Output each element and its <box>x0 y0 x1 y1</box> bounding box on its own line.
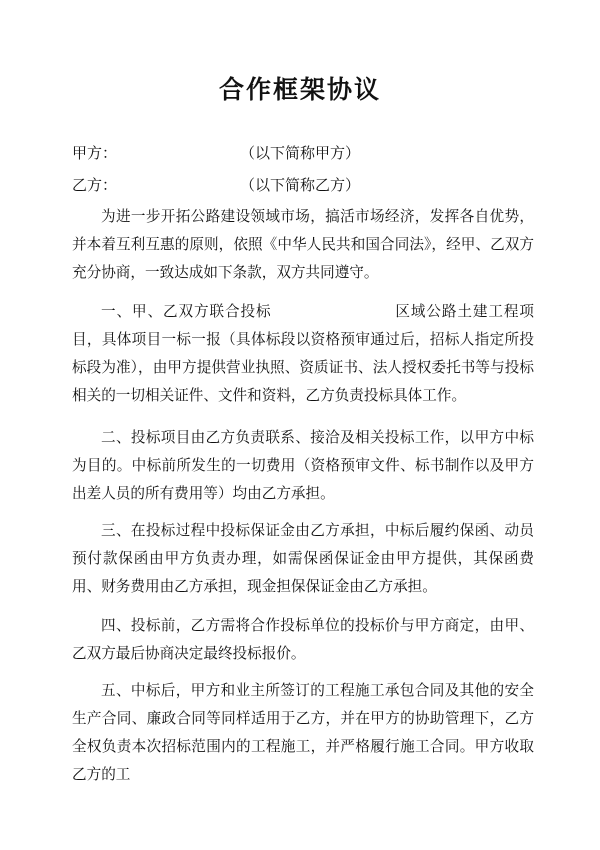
document-title: 合作框架协议 <box>218 75 381 104</box>
paragraph-clause-5: 五、中标后，甲方和业主所签订的工程施工承包合同及其他的安全生产合同、廉政合同等同样适用于乙方，并在甲方的协助管理下，乙方全权负责本次招标范围内的工程施工，并严格履行施工合同。甲方收取乙方的工 <box>72 682 534 783</box>
paragraph-clause-3: 三、在投标过程中投标保证金由乙方承担，中标后履约保函、动员预付款保函由甲方负责办理，如需保函保证金由甲方提供，其保函费用、财务费用由乙方承担，现金担保保证金由乙方承担。 <box>72 522 534 595</box>
party-b-note: （以下简称乙方） <box>240 176 361 194</box>
paragraph-clause-1: 一、甲、乙双方联合投标 区域公路土建工程项目，具体项目一标一报（具体标段以资格预审通过后，招标人指定所投标段为准），由甲方提供营业执照、资质证书、法人授权委托书等与投标相关的一切相关证件、文件和资料，乙方负责投标具体工作。 <box>72 303 534 404</box>
party-a-label: 甲方： <box>72 144 118 162</box>
party-b-label: 乙方： <box>72 176 118 194</box>
paragraph-clause-4: 四、投标前，乙方需将合作投标单位的投标价与甲方商定，由甲、乙双方最后协商决定最终投标报价。 <box>72 617 534 662</box>
party-a-note: （以下简称甲方） <box>240 144 361 162</box>
paragraph-preamble: 为进一步开拓公路建设领域市场，搞活市场经济，发挥各自优势，并本着互利互惠的原则，依照《中华人民共和国合同法》，经甲、乙双方充分协商，一致达成如下条款，双方共同遵守。 <box>72 208 534 281</box>
paragraph-clause-2: 二、投标项目由乙方负责联系、接洽及相关投标工作，以甲方中标为目的。中标前所发生的一切费用（资格预审文件、标书制作以及甲方出差人员的所有费用等）均由乙方承担。 <box>72 429 534 502</box>
